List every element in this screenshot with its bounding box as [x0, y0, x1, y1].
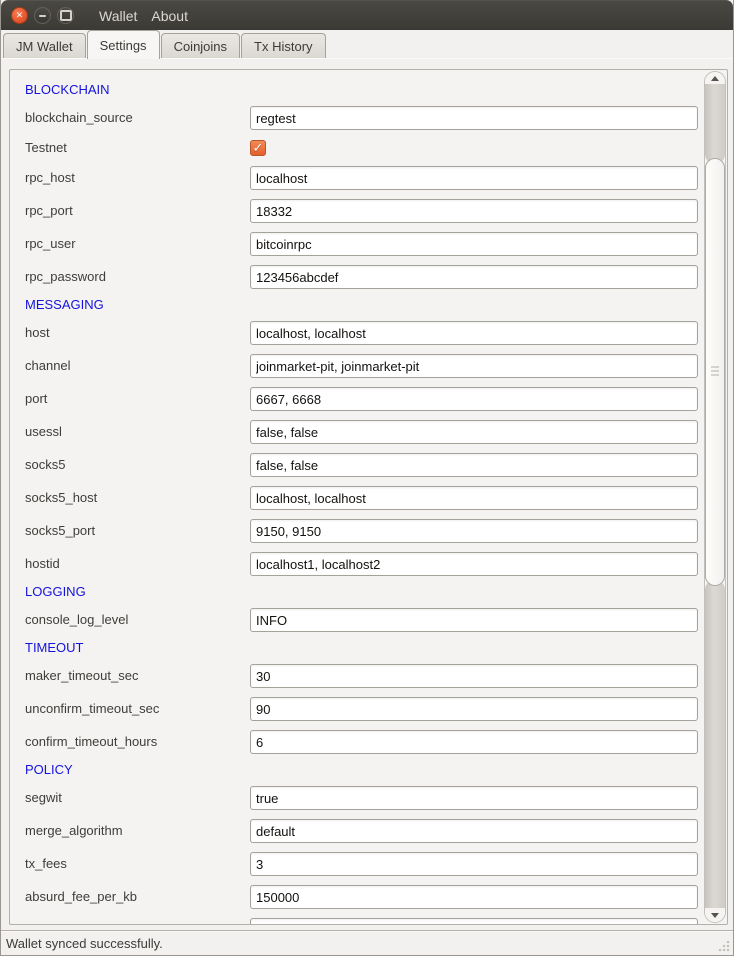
rpc_user-input[interactable]: [250, 232, 698, 256]
field-label: channel: [25, 358, 71, 373]
hostid-input[interactable]: [250, 552, 698, 576]
field-label: tx_fees: [25, 856, 67, 871]
maker_timeout_sec-input[interactable]: [250, 664, 698, 688]
field-label: socks5: [25, 457, 66, 472]
resize-grip-icon[interactable]: [718, 940, 730, 952]
scrollbar-trough-lower[interactable]: [705, 580, 725, 908]
tab-coinjoins[interactable]: Coinjoins: [161, 33, 240, 58]
absurd_fee_per_kb-input[interactable]: [250, 885, 698, 909]
field-label: [25, 918, 250, 925]
section-header-logging: LOGGING: [25, 584, 86, 599]
confirm_timeout_hours-input[interactable]: [250, 730, 698, 754]
vertical-scrollbar[interactable]: [704, 71, 726, 923]
channel-input[interactable]: [250, 354, 698, 378]
scroll-down-arrow-icon: [711, 913, 719, 918]
settings-scrollframe: [9, 69, 728, 925]
form-row: [25, 608, 700, 632]
field-label: Testnet: [25, 140, 67, 155]
section-header-policy: POLICY: [25, 762, 73, 777]
socks5-input[interactable]: [250, 453, 698, 477]
form-row: [25, 486, 700, 510]
scroll-up-arrow-icon: [711, 76, 719, 81]
form-row: [25, 199, 700, 223]
settings-pane: [1, 58, 733, 930]
merge_algorithm-input[interactable]: [250, 819, 698, 843]
usessl-input[interactable]: [250, 420, 698, 444]
form-row: [25, 420, 700, 444]
host-input[interactable]: [250, 321, 698, 345]
field-label: confirm_timeout_hours: [25, 734, 158, 749]
blockchain_source-input[interactable]: [250, 106, 698, 130]
form-row: [25, 519, 700, 543]
field-label: unconfirm_timeout_sec: [25, 701, 160, 716]
section-header-messaging: MESSAGING: [25, 297, 104, 312]
field-label: merge_algorithm: [25, 823, 123, 838]
titlebar: [1, 0, 733, 30]
form-row: [25, 852, 700, 876]
scroll-down-button[interactable]: [705, 908, 725, 922]
partial-field-input[interactable]: [250, 918, 698, 925]
form-row: [25, 106, 700, 130]
form-row: [25, 786, 700, 810]
form-row: [25, 265, 700, 289]
scrollbar-thumb[interactable]: [705, 158, 725, 586]
socks5_host-input[interactable]: [250, 486, 698, 510]
field-label: usessl: [25, 424, 62, 439]
field-label: maker_timeout_sec: [25, 668, 139, 683]
status-message: Wallet synced successfully.: [6, 935, 163, 951]
field-label: absurd_fee_per_kb: [25, 889, 138, 904]
maximize-icon[interactable]: [57, 7, 74, 24]
menu-wallet[interactable]: Wallet: [99, 7, 138, 24]
socks5_port-input[interactable]: [250, 519, 698, 543]
status-bar: [1, 930, 733, 955]
section-header-timeout: TIMEOUT: [25, 640, 84, 655]
tab-bar: [1, 30, 733, 58]
testnet-checkbox[interactable]: [250, 140, 266, 156]
field-label: rpc_host: [25, 170, 75, 185]
form-row: [25, 552, 700, 576]
field-label: socks5_port: [25, 523, 96, 538]
rpc_host-input[interactable]: [250, 166, 698, 190]
tab-tx-history[interactable]: Tx History: [241, 33, 326, 58]
field-label: rpc_port: [25, 203, 73, 218]
form-row: [25, 387, 700, 411]
rpc_port-input[interactable]: [250, 199, 698, 223]
field-label: host: [25, 325, 50, 340]
rpc_password-input[interactable]: [250, 265, 698, 289]
form-row: [25, 139, 700, 157]
field-label: segwit: [25, 790, 62, 805]
tab-settings[interactable]: Settings: [87, 30, 160, 59]
field-label: console_log_level: [25, 612, 129, 627]
form-row: [25, 166, 700, 190]
tab-jm-wallet[interactable]: JM Wallet: [3, 33, 86, 58]
settings-form: [10, 70, 700, 925]
field-label: hostid: [25, 556, 60, 571]
unconfirm_timeout_sec-input[interactable]: [250, 697, 698, 721]
field-label: port: [25, 391, 48, 406]
form-row: [25, 885, 700, 909]
scroll-up-button[interactable]: [705, 72, 725, 84]
menu-about[interactable]: About: [151, 7, 188, 24]
form-row: [25, 354, 700, 378]
section-header-blockchain: BLOCKCHAIN: [25, 82, 110, 97]
segwit-input[interactable]: [250, 786, 698, 810]
form-row: [25, 232, 700, 256]
form-row: [25, 664, 700, 688]
field-label: rpc_user: [25, 236, 76, 251]
minimize-icon[interactable]: [34, 7, 51, 24]
form-row: [25, 819, 700, 843]
menubar: [92, 1, 195, 31]
field-label: rpc_password: [25, 269, 106, 284]
port-input[interactable]: [250, 387, 698, 411]
close-icon[interactable]: [11, 7, 28, 24]
scrollbar-trough-upper[interactable]: [705, 84, 725, 164]
field-label: socks5_host: [25, 490, 98, 505]
field-label: blockchain_source: [25, 110, 133, 125]
console_log_level-input[interactable]: [250, 608, 698, 632]
form-row: [25, 453, 700, 477]
form-row: [25, 918, 700, 925]
form-row: [25, 321, 700, 345]
tx_fees-input[interactable]: [250, 852, 698, 876]
form-row: [25, 697, 700, 721]
form-row: [25, 730, 700, 754]
